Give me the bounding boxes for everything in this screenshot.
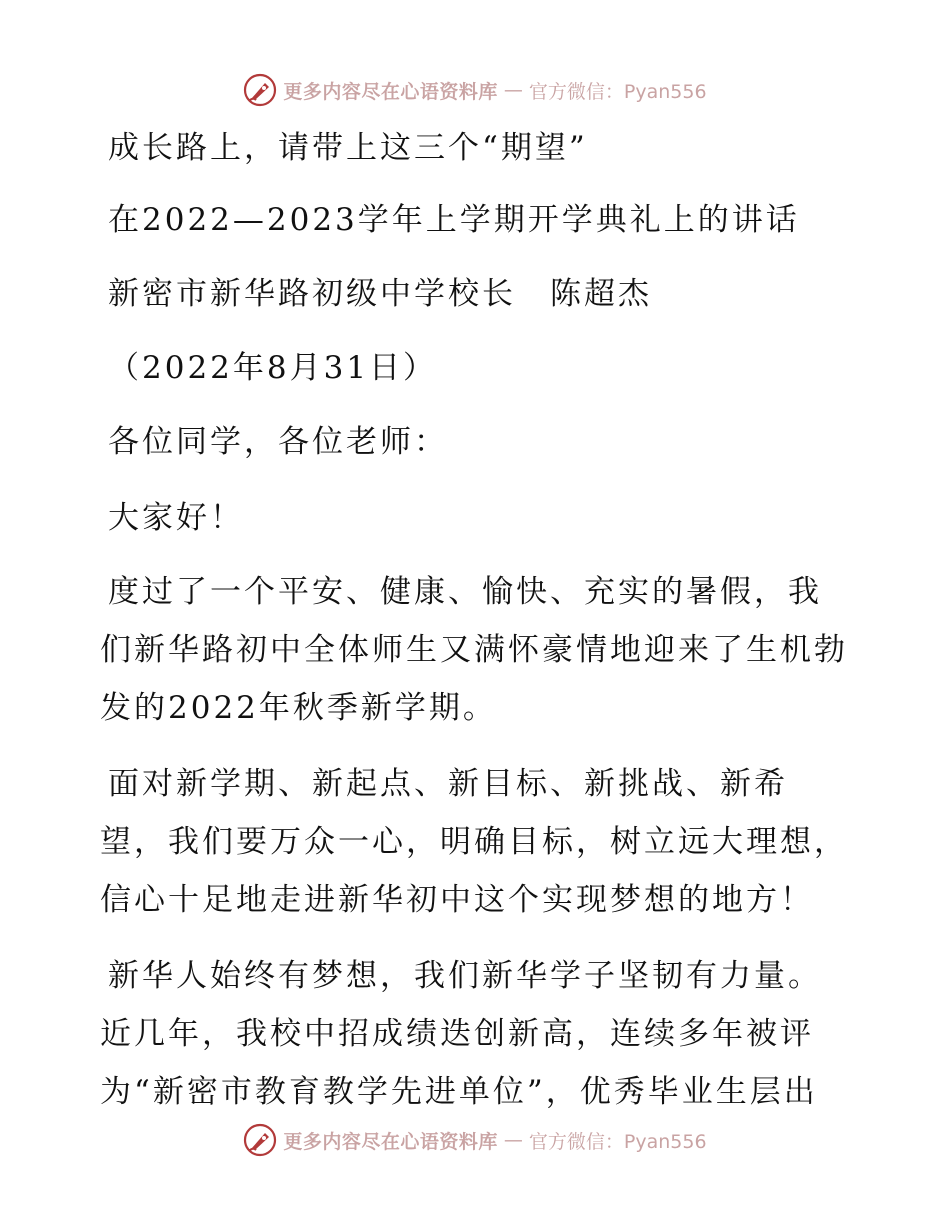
watermark-separator: — (503, 1129, 523, 1151)
paragraph-3-line-1: 新华人始终有梦想，我们新华学子坚韧有力量。 (108, 958, 822, 994)
pen-nib-icon (243, 73, 277, 107)
pen-nib-icon (243, 1123, 277, 1157)
paragraph-2-line-3: 信心十足地走进新华初中这个实现梦想的地方！ (100, 882, 814, 918)
paragraph-1-line-1: 度过了一个平安、健康、愉快、充实的暑假，我 (108, 574, 822, 610)
salutation: 各位同学，各位老师： (108, 424, 448, 460)
paragraph-2-line-1: 面对新学期、新起点、新目标、新挑战、新希 (108, 766, 788, 802)
watermark-separator: — (503, 79, 523, 101)
document-title: 成长路上，请带上这三个“期望” (108, 130, 588, 166)
footer-watermark (0, 1120, 950, 1160)
watermark-wechat: 官方微信：Pyan556 (528, 80, 707, 103)
paragraph-1-line-2: 们新华路初中全体师生又满怀豪情地迎来了生机勃 (100, 632, 848, 668)
speaker-line: 新密市新华路初级中学校长 陈超杰 (108, 276, 652, 312)
paragraph-3-line-3: 为“新密市教育教学先进单位”，优秀毕业生层出 (100, 1074, 818, 1110)
greeting: 大家好！ (108, 500, 244, 536)
header-watermark (0, 70, 950, 110)
paragraph-1-line-3: 发的2022年秋季新学期。 (100, 690, 497, 726)
watermark-text: 更多内容尽在心语资料库 (283, 1130, 498, 1153)
date-line: （2022年8月31日） (108, 350, 438, 386)
paragraph-3-line-2: 近几年，我校中招成绩迭创新高，连续多年被评 (100, 1016, 814, 1052)
watermark-wechat: 官方微信：Pyan556 (528, 1130, 707, 1153)
watermark-text: 更多内容尽在心语资料库 (283, 80, 498, 103)
paragraph-2-line-2: 望，我们要万众一心，明确目标，树立远大理想， (100, 824, 848, 860)
document-subtitle: 在2022—2023学年上学期开学典礼上的讲话 (108, 202, 800, 238)
